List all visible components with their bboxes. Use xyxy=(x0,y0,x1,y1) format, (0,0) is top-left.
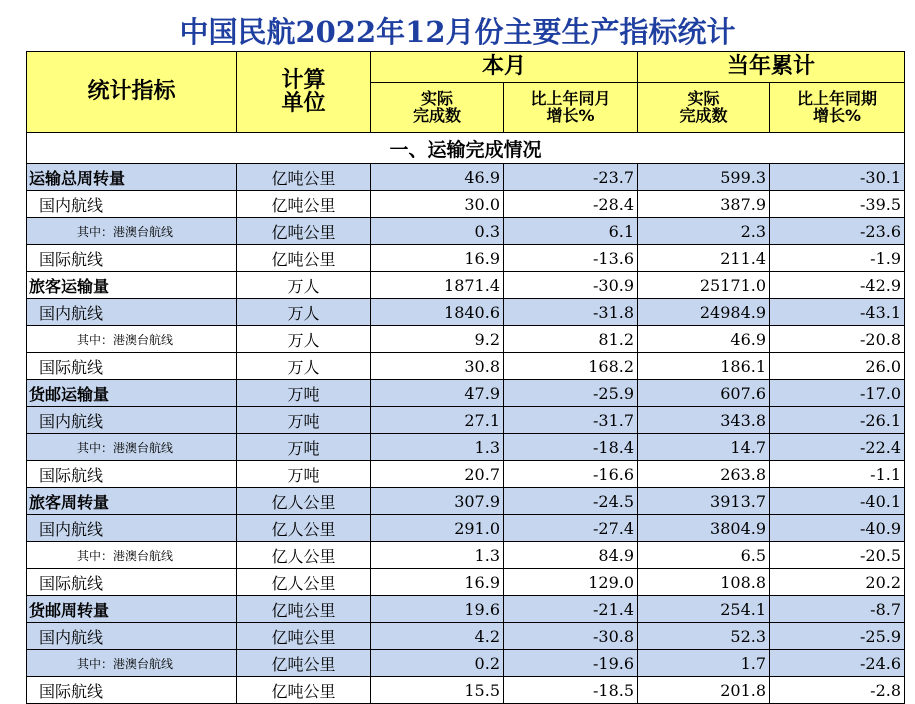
row-month-growth: -19.6 xyxy=(504,650,638,677)
row-month-actual: 46.9 xyxy=(371,164,504,191)
header-ytd-actual xyxy=(638,83,770,133)
row-month-actual: 19.6 xyxy=(371,596,504,623)
table-row xyxy=(27,245,905,272)
row-month-actual: 15.5 xyxy=(371,677,504,704)
row-month-growth: -13.6 xyxy=(504,245,638,272)
row-ytd-growth: -43.1 xyxy=(770,299,905,326)
row-month-growth: -30.8 xyxy=(504,623,638,650)
table-row xyxy=(27,299,905,326)
row-month-growth: -23.7 xyxy=(504,164,638,191)
table-row xyxy=(27,461,905,488)
row-ytd-actual: 211.4 xyxy=(638,245,770,272)
row-unit: 亿吨公里 xyxy=(237,245,371,272)
row-label: 其中：港澳台航线 xyxy=(27,218,237,245)
row-month-growth: 84.9 xyxy=(504,542,638,569)
row-ytd-actual: 24984.9 xyxy=(638,299,770,326)
row-ytd-growth: -24.6 xyxy=(770,650,905,677)
row-ytd-growth: -40.1 xyxy=(770,488,905,515)
header-unit xyxy=(237,52,371,133)
row-month-actual: 27.1 xyxy=(371,407,504,434)
row-month-growth: -27.4 xyxy=(504,515,638,542)
row-month-growth: -16.6 xyxy=(504,461,638,488)
header-month-actual-line1: 实际 xyxy=(420,88,453,108)
row-ytd-actual: 387.9 xyxy=(638,191,770,218)
row-label: 货邮运输量 xyxy=(27,380,237,407)
row-ytd-actual: 3804.9 xyxy=(638,515,770,542)
table-row xyxy=(27,515,905,542)
table-row xyxy=(27,218,905,245)
row-month-growth: -28.4 xyxy=(504,191,638,218)
table-row xyxy=(27,488,905,515)
row-ytd-growth: -25.9 xyxy=(770,623,905,650)
row-ytd-actual: 607.6 xyxy=(638,380,770,407)
header-ytd-growth-line2: 增长% xyxy=(813,105,862,125)
row-ytd-actual: 201.8 xyxy=(638,677,770,704)
page-title: 中国民航2022年12月份主要生产指标统计 xyxy=(179,15,736,49)
row-unit: 万人 xyxy=(237,299,371,326)
row-month-growth: -18.4 xyxy=(504,434,638,461)
row-month-growth: -31.8 xyxy=(504,299,638,326)
row-unit: 万吨 xyxy=(237,461,371,488)
row-label: 国内航线 xyxy=(27,515,237,542)
table-row xyxy=(27,623,905,650)
header-unit-line2: 单位 xyxy=(281,91,326,116)
row-label: 其中：港澳台航线 xyxy=(27,434,237,461)
row-month-actual: 20.7 xyxy=(371,461,504,488)
row-unit: 亿吨公里 xyxy=(237,623,371,650)
row-ytd-actual: 25171.0 xyxy=(638,272,770,299)
row-unit: 亿吨公里 xyxy=(237,164,371,191)
row-ytd-growth: -22.4 xyxy=(770,434,905,461)
table-row xyxy=(27,596,905,623)
row-ytd-growth: -17.0 xyxy=(770,380,905,407)
row-unit: 亿吨公里 xyxy=(237,677,371,704)
row-unit: 万吨 xyxy=(237,407,371,434)
table-row xyxy=(27,353,905,380)
row-unit: 万人 xyxy=(237,272,371,299)
row-label: 运输总周转量 xyxy=(27,164,237,191)
table-row xyxy=(27,569,905,596)
row-month-actual: 47.9 xyxy=(371,380,504,407)
row-unit: 万人 xyxy=(237,353,371,380)
header-ytd: 当年累计 xyxy=(638,52,905,83)
row-ytd-growth: -2.8 xyxy=(770,677,905,704)
row-month-growth: -21.4 xyxy=(504,596,638,623)
row-unit: 亿人公里 xyxy=(237,569,371,596)
header-month-growth-line1: 比上年同月 xyxy=(530,88,611,108)
row-month-actual: 16.9 xyxy=(371,569,504,596)
row-label: 国际航线 xyxy=(27,245,237,272)
row-label: 国内航线 xyxy=(27,191,237,218)
row-unit: 亿人公里 xyxy=(237,542,371,569)
row-ytd-growth: -20.5 xyxy=(770,542,905,569)
row-month-actual: 307.9 xyxy=(371,488,504,515)
table-row xyxy=(27,164,905,191)
row-month-actual: 1.3 xyxy=(371,434,504,461)
header-ytd-actual-line1: 实际 xyxy=(687,88,720,108)
row-label: 国际航线 xyxy=(27,353,237,380)
row-ytd-growth: -39.5 xyxy=(770,191,905,218)
row-ytd-growth: -1.1 xyxy=(770,461,905,488)
row-ytd-growth: -23.6 xyxy=(770,218,905,245)
row-unit: 亿吨公里 xyxy=(237,218,371,245)
row-label: 货邮周转量 xyxy=(27,596,237,623)
row-ytd-actual: 52.3 xyxy=(638,623,770,650)
table-row xyxy=(27,677,905,704)
row-label: 其中：港澳台航线 xyxy=(27,326,237,353)
table-row xyxy=(27,434,905,461)
row-ytd-actual: 3913.7 xyxy=(638,488,770,515)
row-label: 国内航线 xyxy=(27,623,237,650)
header-unit-line1: 计算 xyxy=(281,67,326,93)
row-ytd-growth: 26.0 xyxy=(770,353,905,380)
header-month-actual xyxy=(371,83,504,133)
row-ytd-actual: 1.7 xyxy=(638,650,770,677)
row-unit: 亿人公里 xyxy=(237,488,371,515)
table-row xyxy=(27,542,905,569)
row-ytd-growth: -1.9 xyxy=(770,245,905,272)
row-label: 国内航线 xyxy=(27,299,237,326)
table-row xyxy=(27,650,905,677)
row-unit: 亿人公里 xyxy=(237,515,371,542)
row-unit: 万人 xyxy=(237,326,371,353)
row-month-growth: 168.2 xyxy=(504,353,638,380)
header-ytd-growth-line1: 比上年同期 xyxy=(797,88,878,108)
row-label: 旅客运输量 xyxy=(27,272,237,299)
row-month-growth: -18.5 xyxy=(504,677,638,704)
table-row xyxy=(27,326,905,353)
row-ytd-growth: -8.7 xyxy=(770,596,905,623)
row-month-actual: 4.2 xyxy=(371,623,504,650)
row-month-growth: 129.0 xyxy=(504,569,638,596)
row-label: 国际航线 xyxy=(27,461,237,488)
table-row xyxy=(27,380,905,407)
row-unit: 亿吨公里 xyxy=(237,191,371,218)
row-label: 国内航线 xyxy=(27,407,237,434)
row-month-growth: -25.9 xyxy=(504,380,638,407)
row-month-actual: 0.2 xyxy=(371,650,504,677)
row-month-growth: 6.1 xyxy=(504,218,638,245)
row-label: 其中：港澳台航线 xyxy=(27,650,237,677)
table-row xyxy=(27,272,905,299)
row-month-growth: -24.5 xyxy=(504,488,638,515)
row-unit: 亿吨公里 xyxy=(237,650,371,677)
row-ytd-actual: 263.8 xyxy=(638,461,770,488)
row-label: 国际航线 xyxy=(27,677,237,704)
row-month-actual: 1840.6 xyxy=(371,299,504,326)
row-month-actual: 9.2 xyxy=(371,326,504,353)
table-row xyxy=(27,407,905,434)
row-month-actual: 0.3 xyxy=(371,218,504,245)
row-ytd-growth: -20.8 xyxy=(770,326,905,353)
row-label: 旅客周转量 xyxy=(27,488,237,515)
header-month: 本月 xyxy=(371,52,638,83)
row-ytd-actual: 343.8 xyxy=(638,407,770,434)
header-ytd-growth xyxy=(770,83,905,133)
section-title: 一、运输完成情况 xyxy=(27,133,905,164)
row-ytd-actual: 2.3 xyxy=(638,218,770,245)
row-month-actual: 1871.4 xyxy=(371,272,504,299)
row-ytd-actual: 186.1 xyxy=(638,353,770,380)
row-month-actual: 30.8 xyxy=(371,353,504,380)
table-row xyxy=(27,191,905,218)
row-ytd-actual: 14.7 xyxy=(638,434,770,461)
row-ytd-actual: 108.8 xyxy=(638,569,770,596)
row-ytd-growth: -40.9 xyxy=(770,515,905,542)
row-label: 其中：港澳台航线 xyxy=(27,542,237,569)
statistics-table xyxy=(26,51,905,704)
row-month-growth: 81.2 xyxy=(504,326,638,353)
row-label: 国际航线 xyxy=(27,569,237,596)
header-month-growth xyxy=(504,83,638,133)
row-ytd-actual: 599.3 xyxy=(638,164,770,191)
header-month-growth-line2: 增长% xyxy=(546,105,595,125)
row-ytd-growth: 20.2 xyxy=(770,569,905,596)
row-unit: 亿吨公里 xyxy=(237,596,371,623)
row-ytd-actual: 6.5 xyxy=(638,542,770,569)
row-ytd-actual: 254.1 xyxy=(638,596,770,623)
row-ytd-growth: -42.9 xyxy=(770,272,905,299)
row-month-actual: 291.0 xyxy=(371,515,504,542)
row-ytd-actual: 46.9 xyxy=(638,326,770,353)
row-unit: 万吨 xyxy=(237,380,371,407)
row-ytd-growth: -26.1 xyxy=(770,407,905,434)
row-unit: 万吨 xyxy=(237,434,371,461)
header-ytd-actual-line2: 完成数 xyxy=(679,105,728,125)
row-ytd-growth: -30.1 xyxy=(770,164,905,191)
row-month-actual: 30.0 xyxy=(371,191,504,218)
row-month-growth: -30.9 xyxy=(504,272,638,299)
row-month-actual: 1.3 xyxy=(371,542,504,569)
row-month-actual: 16.9 xyxy=(371,245,504,272)
header-indicator: 统计指标 xyxy=(27,52,237,133)
row-month-growth: -31.7 xyxy=(504,407,638,434)
header-month-actual-line2: 完成数 xyxy=(412,105,461,125)
